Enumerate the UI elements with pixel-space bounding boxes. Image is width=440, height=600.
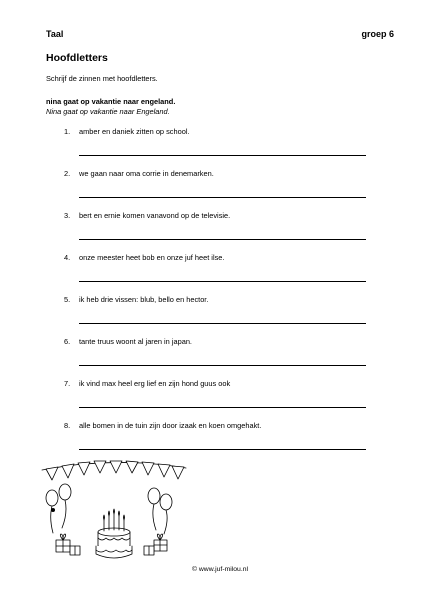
exercise-number: 5.	[64, 295, 71, 304]
exercise-item-4	[64, 253, 224, 262]
exercise-number: 4.	[64, 253, 71, 262]
birthday-cake-icon	[96, 509, 132, 558]
gift-left-icon	[56, 534, 80, 555]
exercise-sentence: ik vind max heel erg lief en zijn hond guus ook	[79, 379, 231, 388]
header	[46, 29, 394, 39]
exercise-item-5	[64, 295, 208, 304]
example	[46, 97, 175, 117]
answer-line-6[interactable]	[79, 365, 366, 366]
exercise-item-7	[64, 379, 230, 388]
exercise-number: 6.	[64, 337, 71, 346]
balloons-left-icon	[46, 484, 71, 533]
exercise-number: 1.	[64, 127, 71, 136]
answer-line-5[interactable]	[79, 323, 366, 324]
exercise-sentence: bert en ernie komen vanavond op de televisie.	[79, 211, 231, 220]
page-title: Hoofdletters	[46, 52, 108, 64]
exercise-item-2	[64, 169, 214, 178]
instruction: Schrijf de zinnen met hoofdletters.	[46, 74, 158, 83]
exercise-sentence: tante truus woont al jaren in japan.	[79, 337, 192, 346]
bunting-icon	[42, 461, 186, 480]
answer-line-2[interactable]	[79, 197, 366, 198]
example-question: nina gaat op vakantie naar engeland.	[46, 97, 176, 106]
group-label: groep 6	[361, 29, 394, 39]
exercise-item-3	[64, 211, 230, 220]
party-illustration	[38, 458, 190, 566]
balloons-right-icon	[148, 488, 172, 534]
exercise-item-1	[64, 127, 190, 136]
answer-line-7[interactable]	[79, 407, 366, 408]
answer-line-8[interactable]	[79, 449, 366, 450]
exercise-number: 2.	[64, 169, 71, 178]
answer-line-1[interactable]	[79, 155, 366, 156]
exercise-number: 7.	[64, 379, 71, 388]
exercise-sentence: amber en daniek zitten op school.	[79, 127, 190, 136]
exercise-sentence: we gaan naar oma corrie in denemarken.	[79, 169, 214, 178]
exercise-number: 8.	[64, 421, 71, 430]
subject-label: Taal	[46, 29, 64, 39]
gift-right-icon	[144, 534, 167, 555]
exercise-number: 3.	[64, 211, 71, 220]
copyright-footer: © www.juf-milou.nl	[192, 566, 248, 573]
example-answer: Nina gaat op vakantie naar Engeland.	[46, 107, 170, 116]
exercise-sentence: ik heb drie vissen: blub, bello en hector.	[79, 295, 209, 304]
answer-line-3[interactable]	[79, 239, 366, 240]
exercise-item-8	[64, 421, 261, 430]
answer-line-4[interactable]	[79, 281, 366, 282]
exercise-item-6	[64, 337, 192, 346]
exercise-sentence: onze meester heet bob en onze juf heet ilse.	[79, 253, 225, 262]
exercise-sentence: alle bomen in de tuin zijn door izaak en koen omgehakt.	[79, 421, 262, 430]
